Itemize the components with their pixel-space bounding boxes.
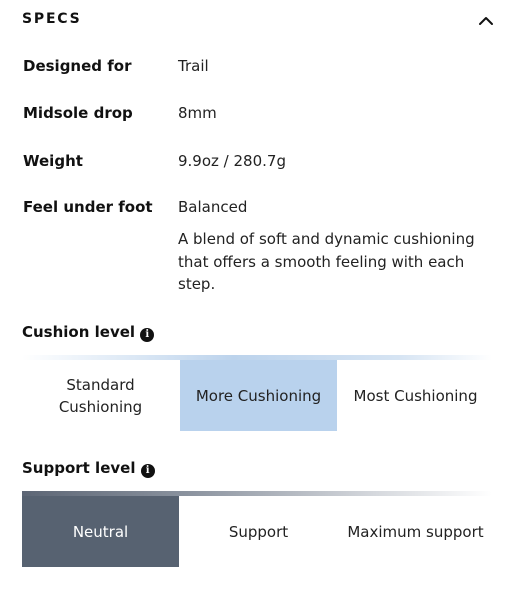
info-icon[interactable]: i — [140, 328, 154, 342]
support-option-neutral[interactable]: Neutral — [22, 496, 179, 567]
cushion-option-standard[interactable]: Standard Cushioning — [58, 375, 143, 416]
cushion-level-heading — [22, 323, 154, 342]
spec-value-designed-for: Trail — [178, 57, 209, 75]
feel-description: A blend of soft and dynamic cushioning that offers a smooth feeling with each step. — [178, 230, 475, 293]
cushion-option-most[interactable]: Most Cushioning — [353, 386, 478, 405]
section-title: SPECS — [22, 11, 82, 27]
support-option-support[interactable]: Support — [228, 522, 289, 541]
spec-label-feel: Feel under foot — [23, 198, 153, 216]
spec-label-weight: Weight — [23, 152, 83, 170]
spec-value-feel: Balanced — [178, 198, 248, 216]
cushion-option-more[interactable]: More Cushioning — [180, 360, 337, 431]
spec-label-designed-for: Designed for — [23, 57, 132, 75]
spec-value-midsole-drop: 8mm — [178, 104, 217, 122]
chevron-up-icon[interactable] — [477, 12, 495, 30]
support-option-maximum[interactable]: Maximum support — [347, 522, 484, 541]
spec-label-midsole-drop: Midsole drop — [23, 104, 133, 122]
info-icon[interactable]: i — [141, 464, 155, 478]
cushion-level-title: Cushion level — [22, 323, 136, 341]
spec-value-weight: 9.9oz / 280.7g — [178, 152, 286, 170]
support-level-title: Support level — [22, 459, 136, 477]
support-level-heading — [22, 459, 155, 478]
